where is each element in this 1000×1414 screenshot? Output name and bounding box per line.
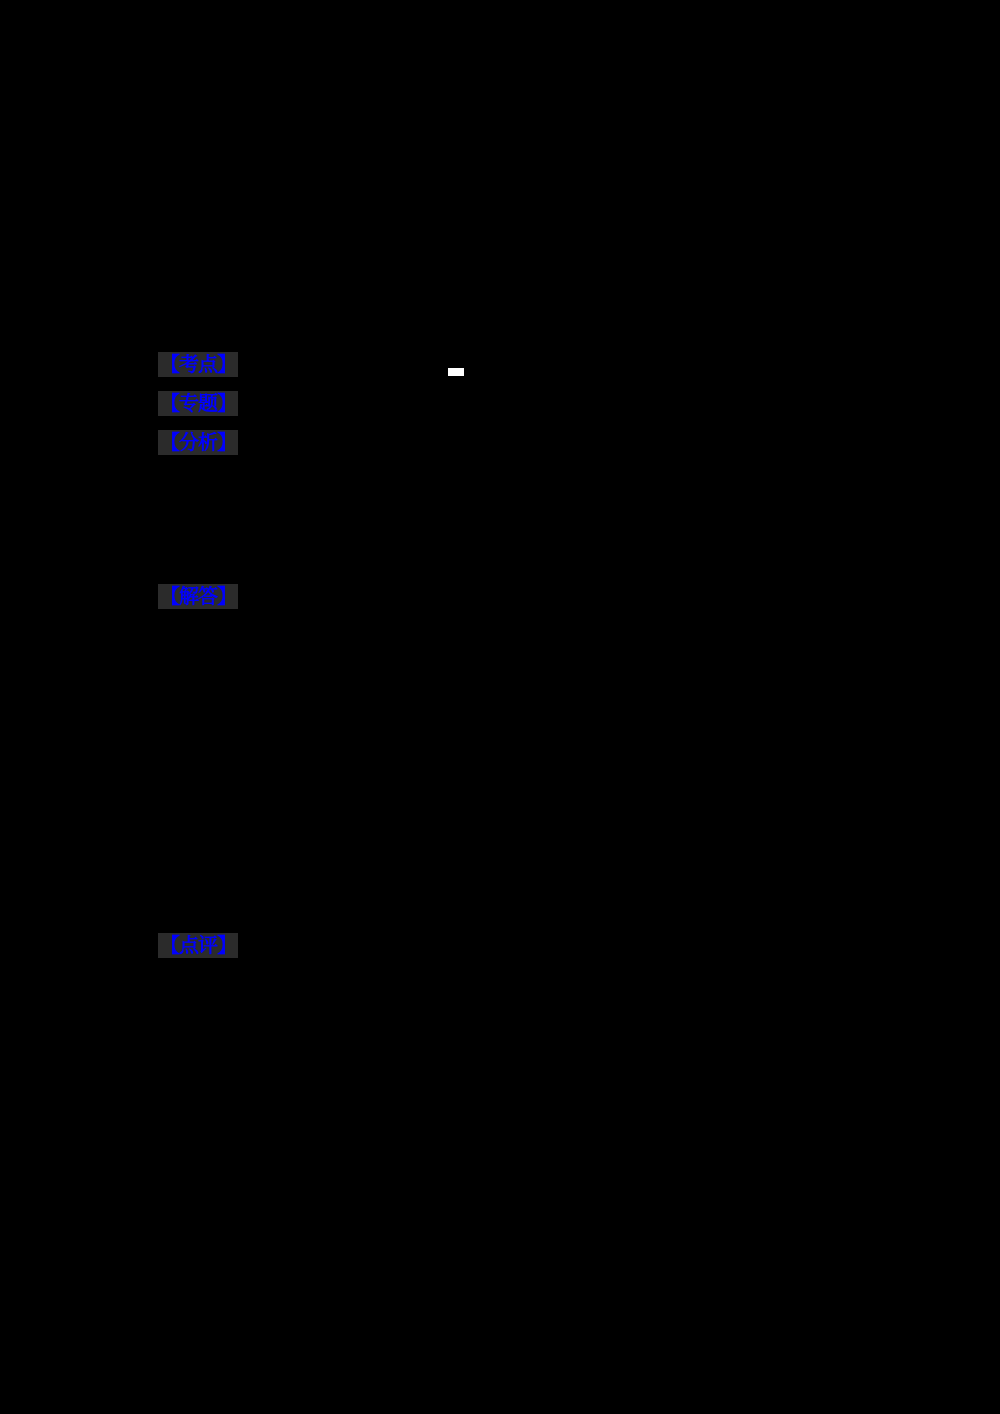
section-label-jieda: 【解答】 <box>160 584 236 608</box>
fraction-bar-artifact <box>448 368 464 376</box>
section-label-kaodian: 【考点】 <box>160 352 236 376</box>
section-label-fenxi: 【分析】 <box>160 430 236 454</box>
section-label-zhuanti: 【专题】 <box>160 391 236 415</box>
section-label-dianping: 【点评】 <box>160 933 236 957</box>
